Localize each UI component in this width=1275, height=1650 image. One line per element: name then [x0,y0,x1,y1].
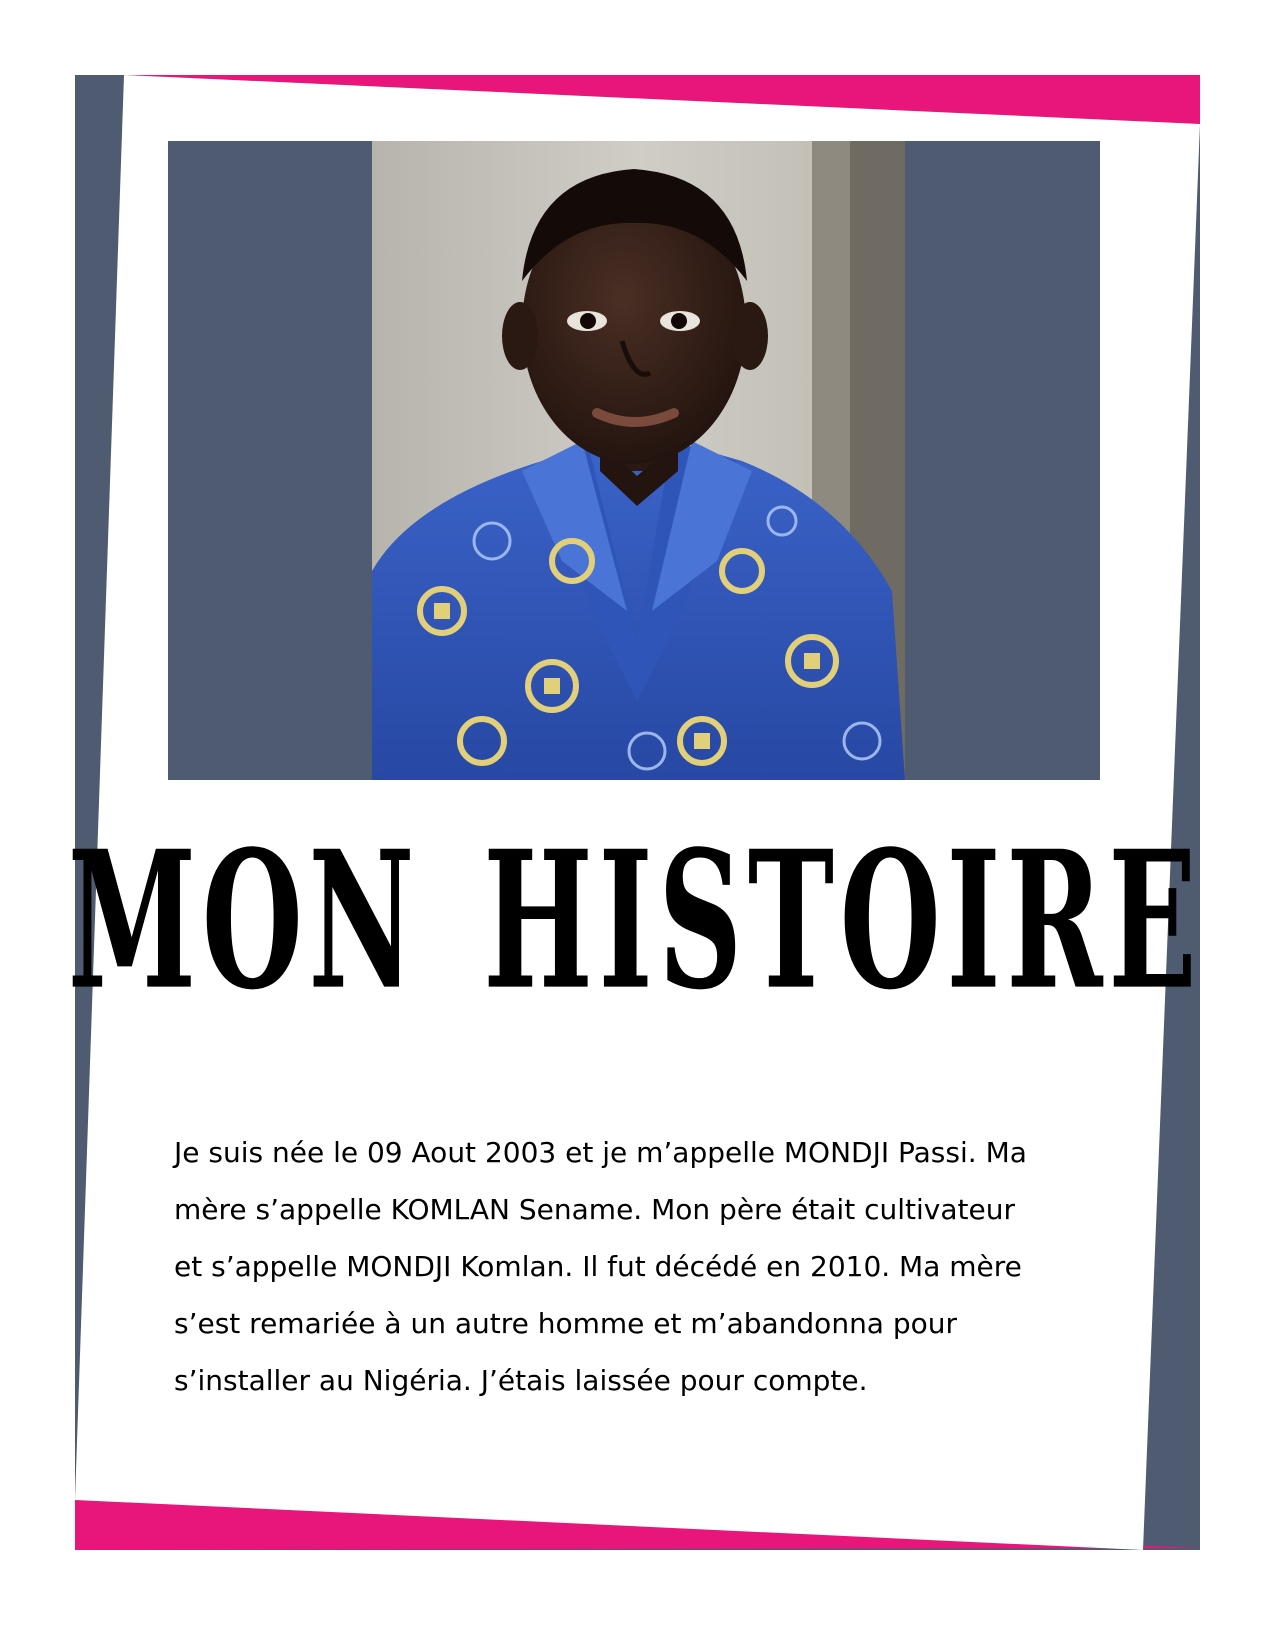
story-line: s’installer au Nigéria. J’étais laissée pour compte. [174,1364,868,1397]
story-line: Je suis née le 09 Aout 2003 et je m’appelle MONDJI Passi. Ma [174,1136,1027,1169]
story-line: et s’appelle MONDJI Komlan. Il fut décédé en 2010. Ma mère [174,1250,1022,1283]
photo-panel [168,141,1100,780]
story-line: mère s’appelle KOMLAN Sename. Mon père était cultivateur [174,1193,1015,1226]
story-line: s’est remariée à un autre homme et m’abandonna pour [174,1307,958,1340]
poster-title-text: MON HISTOIRE [67,808,1203,1032]
child-portrait-photo [372,141,905,780]
story-paragraph [174,1124,1104,1409]
poster-title [67,808,1203,1032]
